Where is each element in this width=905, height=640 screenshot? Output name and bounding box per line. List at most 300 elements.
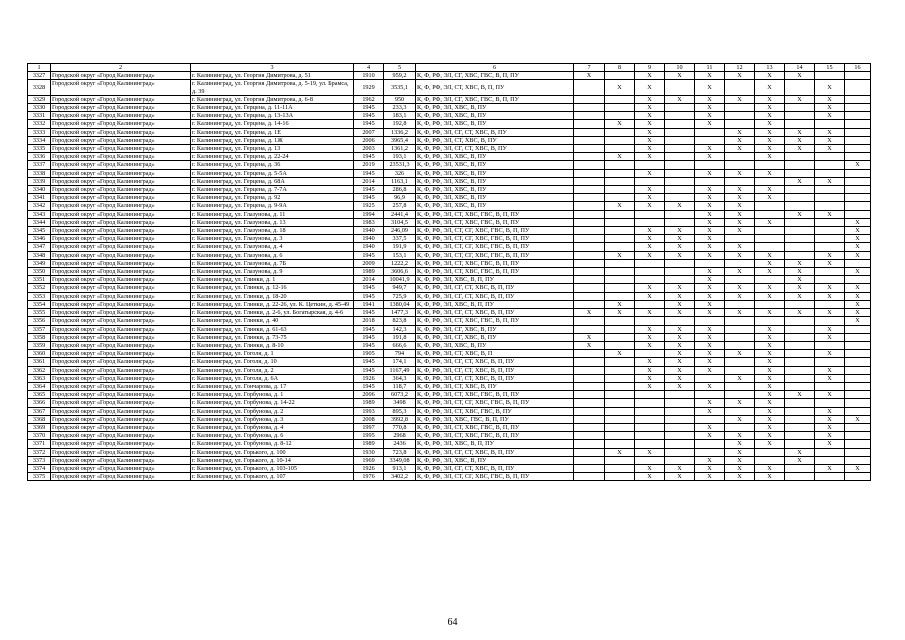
address-cell: г. Калининград, ул. Горбунова, д. 8-12 [191,440,354,448]
row-number-cell: 3366 [28,399,51,407]
year-cell: 1945 [354,284,384,292]
mark-cell: X [725,473,755,481]
municipality-cell: Городской округ «Город Калининград» [51,169,191,177]
mark-cell [845,259,871,267]
mark-cell [815,268,845,276]
mark-cell [785,186,815,194]
mark-cell: X [815,325,845,333]
row-number-cell: 3327 [28,72,51,80]
mark-cell: X [845,235,871,243]
mark-cell [605,268,635,276]
area-cell: 246,09 [384,227,416,235]
page-number: 64 [447,617,458,628]
address-cell: г. Калининград, ул. Герцена, д. 9-9А [191,202,354,210]
area-cell: 326 [384,169,416,177]
area-cell: 1163,1 [384,177,416,185]
mark-cell: X [635,251,665,259]
municipality-cell: Городской округ «Город Калининград» [51,309,191,317]
mark-cell [785,366,815,374]
mark-cell [665,317,695,325]
municipality-cell: Городской округ «Город Калининград» [51,382,191,390]
table-row [28,161,871,169]
mark-cell: X [785,210,815,218]
mark-cell [574,292,605,300]
mark-cell: X [695,464,725,472]
mark-cell [785,333,815,341]
mark-cell: X [725,415,755,423]
municipality-cell: Городской округ «Город Калининград» [51,128,191,136]
mark-cell: X [845,251,871,259]
address-cell: г. Калининград, ул. Глинки, д. 73-75 [191,333,354,341]
mark-cell: X [755,333,785,341]
mark-cell [605,210,635,218]
mark-cell: X [695,120,725,128]
address-cell: г. Калининград, ул. Горбунова, д. 2 [191,407,354,415]
mark-cell: X [695,72,725,80]
mark-cell: X [665,300,695,308]
mark-cell: X [785,456,815,464]
row-number-cell: 3335 [28,145,51,153]
year-cell: 2019 [354,161,384,169]
mark-cell [574,80,605,95]
municipality-cell: Городской округ «Город Калининград» [51,333,191,341]
systems-cell: К, Ф, РФ, ЭЛ, ХВС, ГВС, В, П, ПУ [416,415,574,423]
table-row [28,251,871,259]
table-row [28,374,871,382]
mark-cell: X [725,284,755,292]
mark-cell [785,218,815,226]
mark-cell: X [635,309,665,317]
municipality-cell: Городской округ «Город Калининград» [51,95,191,103]
mark-cell [785,300,815,308]
row-number-cell: 3329 [28,95,51,103]
mark-cell: X [815,432,845,440]
row-number-cell: 3372 [28,448,51,456]
mark-cell: X [725,136,755,144]
systems-cell: К, Ф, РФ, ЭЛ, СГ, СТ, ХВС, В, ПУ [416,145,574,153]
area-cell: 895,3 [384,407,416,415]
mark-cell [605,177,635,185]
mark-cell [785,80,815,95]
address-cell: г. Калининград, ул. Герцена, д. 1Ж [191,136,354,144]
mark-cell: X [635,153,665,161]
mark-cell: X [574,341,605,349]
systems-cell: К, Ф, РФ, ЭЛ, СТ, СГ, ХВС, ГВС, В, П, ПУ [416,243,574,251]
table-row [28,407,871,415]
mark-cell [574,448,605,456]
mark-cell: X [695,218,725,226]
mark-cell [845,194,871,202]
mark-cell: X [755,153,785,161]
address-cell: г. Калининград, ул. Герцена, д. 14-16 [191,120,354,128]
area-cell: 96,9 [384,194,416,202]
column-number-cell: 1 [28,64,51,72]
mark-cell [725,235,755,243]
mark-cell: X [695,186,725,194]
column-number-cell: 5 [384,64,416,72]
row-number-cell: 3357 [28,325,51,333]
mark-cell [845,391,871,399]
area-cell: 1380,04 [384,300,416,308]
municipality-cell: Городской округ «Город Калининград» [51,161,191,169]
table-row [28,177,871,185]
year-cell: 1983 [354,218,384,226]
address-cell: г. Калининград, ул. Горького, д. 100 [191,448,354,456]
mark-cell [635,218,665,226]
mark-cell [635,391,665,399]
mark-cell [785,350,815,358]
mark-cell: X [605,153,635,161]
mark-cell [605,415,635,423]
mark-cell: X [725,202,755,210]
mark-cell: X [725,292,755,300]
mark-cell [574,194,605,202]
mark-cell: X [815,333,845,341]
mark-cell: X [755,325,785,333]
year-cell: 1945 [354,325,384,333]
year-cell: 2003 [354,145,384,153]
mark-cell [605,112,635,120]
mark-cell [785,432,815,440]
column-number-cell: 11 [695,64,725,72]
mark-cell: X [815,145,845,153]
mark-cell: X [785,145,815,153]
municipality-cell: Городской округ «Город Калининград» [51,120,191,128]
mark-cell [725,276,755,284]
mark-cell [665,399,695,407]
address-cell: г. Калининград, ул. Горького, д. 107 [191,473,354,481]
mark-cell: X [815,374,845,382]
mark-cell [725,325,755,333]
mark-cell [605,169,635,177]
row-number-cell: 3341 [28,194,51,202]
address-cell: г. Калининград, ул. Горбунова, д. 4 [191,423,354,431]
table-row [28,235,871,243]
mark-cell [815,120,845,128]
mark-cell: X [845,268,871,276]
column-number-cell: 2 [51,64,191,72]
mark-cell: X [845,309,871,317]
mark-cell [665,145,695,153]
year-cell: 1905 [354,350,384,358]
mark-cell: X [665,227,695,235]
mark-cell [574,136,605,144]
mark-cell [785,399,815,407]
mark-cell [574,177,605,185]
municipality-cell: Городской округ «Город Калининград» [51,276,191,284]
systems-cell: К, Ф, РФ, ЭЛ, СТ, ХВС, ГВС, В, П, ПУ [416,391,574,399]
mark-cell [574,317,605,325]
mark-cell [665,128,695,136]
mark-cell: X [725,227,755,235]
row-number-cell: 3353 [28,292,51,300]
mark-cell: X [665,366,695,374]
mark-cell: X [725,169,755,177]
systems-cell: К, Ф, РФ, ЭЛ, СГ, ХВС, ГВС, В, П, ПУ [416,72,574,80]
mark-cell [574,276,605,284]
mark-cell [665,259,695,267]
year-cell: 2007 [354,128,384,136]
mark-cell [755,202,785,210]
mark-cell [815,473,845,481]
row-number-cell: 3369 [28,423,51,431]
mark-cell: X [755,464,785,472]
mark-cell: X [665,309,695,317]
mark-cell [815,161,845,169]
mark-cell: X [605,80,635,95]
year-cell: 2014 [354,276,384,284]
mark-cell [845,366,871,374]
mark-cell [605,161,635,169]
table-row [28,341,871,349]
mark-cell [785,358,815,366]
mark-cell: X [695,333,725,341]
mark-cell: X [665,333,695,341]
mark-cell [695,374,725,382]
mark-cell [845,358,871,366]
table-row [28,104,871,112]
mark-cell [574,112,605,120]
table-row [28,284,871,292]
table-row [28,136,871,144]
table-row [28,473,871,481]
mark-cell: X [755,440,785,448]
mark-cell [605,423,635,431]
area-cell: 1361,2 [384,145,416,153]
year-cell: 1910 [354,72,384,80]
year-cell: 2009 [354,259,384,267]
systems-cell: К, Ф, РФ, ЭЛ, ХВС, В, ПУ [416,456,574,464]
systems-cell: К, Ф, РФ, ЭЛ, СТ, ХВС, ГВС, В, П, ПУ [416,317,574,325]
mark-cell: X [605,448,635,456]
mark-cell: X [605,202,635,210]
mark-cell: X [725,95,755,103]
mark-cell [635,415,665,423]
year-cell: 1940 [354,227,384,235]
mark-cell: X [815,391,845,399]
systems-cell: К, Ф, РФ, ЭЛ, ХВС, В, П, ПУ [416,300,574,308]
mark-cell: X [635,374,665,382]
row-number-cell: 3365 [28,391,51,399]
area-cell: 3402,2 [384,473,416,481]
mark-cell: X [695,432,725,440]
mark-cell [635,276,665,284]
area-cell: 823,8 [384,317,416,325]
year-cell: 1945 [354,382,384,390]
area-cell: 286,8 [384,186,416,194]
mark-cell [845,374,871,382]
mark-cell [574,473,605,481]
mark-cell [785,169,815,177]
row-number-cell: 3348 [28,251,51,259]
mark-cell: X [695,350,725,358]
municipality-cell: Городской округ «Город Калининград» [51,391,191,399]
mark-cell: X [755,186,785,194]
address-cell: г. Калининград, ул. Герцена, д. 11-11А [191,104,354,112]
mark-cell [665,169,695,177]
mark-cell [845,136,871,144]
mark-cell: X [695,251,725,259]
mark-cell: X [725,218,755,226]
mark-cell: X [665,95,695,103]
row-number-cell: 3375 [28,473,51,481]
mark-cell: X [845,415,871,423]
mark-cell: X [695,382,725,390]
mark-cell [845,350,871,358]
area-cell: 725,9 [384,292,416,300]
mark-cell: X [815,210,845,218]
mark-cell [725,333,755,341]
mark-cell: X [845,227,871,235]
mark-cell: X [695,309,725,317]
mark-cell [635,317,665,325]
address-cell: г. Калининград, ул. Глазунова, д. 9 [191,268,354,276]
municipality-cell: Городской округ «Город Калининград» [51,325,191,333]
mark-cell: X [635,227,665,235]
mark-cell: X [815,177,845,185]
mark-cell [755,235,785,243]
mark-cell: X [815,259,845,267]
mark-cell [785,202,815,210]
mark-cell [845,325,871,333]
mark-cell: X [574,333,605,341]
area-cell: 191,9 [384,243,416,251]
mark-cell [605,464,635,472]
column-number-cell: 10 [665,64,695,72]
mark-cell: X [695,210,725,218]
area-cell: 3992,8 [384,415,416,423]
mark-cell [695,259,725,267]
year-cell: 1930 [354,448,384,456]
mark-cell: X [665,374,695,382]
mark-cell: X [635,366,665,374]
mark-cell: X [695,145,725,153]
address-cell: г. Калининград, ул. Горбунова, д. 6 [191,432,354,440]
mark-cell [725,317,755,325]
mark-cell [574,284,605,292]
mark-cell [605,227,635,235]
row-number-cell: 3374 [28,464,51,472]
row-number-cell: 3362 [28,366,51,374]
mark-cell [695,440,725,448]
municipality-cell: Городской округ «Город Калининград» [51,292,191,300]
mark-cell [574,251,605,259]
mark-cell: X [755,407,785,415]
mark-cell: X [695,194,725,202]
year-cell: 2008 [354,415,384,423]
mark-cell [815,72,845,80]
address-cell: г. Калининград, ул. Герцена, д. 1Е [191,128,354,136]
mark-cell [725,177,755,185]
table-row [28,456,871,464]
row-number-cell: 3361 [28,358,51,366]
mark-cell: X [755,72,785,80]
mark-cell: X [755,194,785,202]
mark-cell [785,235,815,243]
mark-cell: X [695,399,725,407]
mark-cell: X [725,72,755,80]
mark-cell [755,300,785,308]
mark-cell: X [635,145,665,153]
mark-cell: X [725,399,755,407]
mark-cell [815,448,845,456]
mark-cell [574,169,605,177]
address-cell: г. Калининград, ул. Глазунова, д. 18 [191,227,354,235]
mark-cell [785,415,815,423]
systems-cell: К, Ф, РФ, ЭЛ, ХВС, В, ПУ [416,120,574,128]
mark-cell: X [845,300,871,308]
address-cell: г. Калининград, ул. Георгия Димитрова, д. 5-19, ул. Брамса, д. 39 [191,80,354,95]
systems-cell: К, Ф, РФ, ЭЛ, ХВС, В, ПУ [416,153,574,161]
mark-cell [845,153,871,161]
systems-cell: К, Ф, РФ, ЭЛ, СТ, ХВС, ГВС, В, П, ПУ [416,268,574,276]
mark-cell: X [665,464,695,472]
mark-cell [845,95,871,103]
mark-cell [574,218,605,226]
mark-cell: X [755,399,785,407]
mark-cell: X [815,104,845,112]
mark-cell: X [755,128,785,136]
mark-cell: X [725,448,755,456]
row-number-cell: 3339 [28,177,51,185]
mark-cell [605,366,635,374]
year-cell: 1989 [354,268,384,276]
mark-cell: X [755,423,785,431]
mark-cell [725,80,755,95]
mark-cell [574,415,605,423]
address-cell: г. Калининград, ул. Глазунова, д. 6 [191,251,354,259]
mark-cell [725,259,755,267]
year-cell: 1945 [354,112,384,120]
mark-cell: X [695,153,725,161]
mark-cell: X [665,243,695,251]
mark-cell [605,235,635,243]
mark-cell: X [605,309,635,317]
mark-cell [815,276,845,284]
mark-cell [574,456,605,464]
mark-cell [785,243,815,251]
mark-cell [845,177,871,185]
mark-cell: X [815,292,845,300]
register-table [27,63,871,481]
year-cell: 2018 [354,317,384,325]
mark-cell [785,382,815,390]
address-cell: г. Калининград, ул. Герцена, д. 7-7А [191,186,354,194]
year-cell: 2006 [354,136,384,144]
mark-cell [785,227,815,235]
mark-cell: X [845,161,871,169]
mark-cell [635,210,665,218]
mark-cell: X [785,177,815,185]
mark-cell: X [635,243,665,251]
mark-cell [574,145,605,153]
systems-cell: К, Ф, РФ, ЭЛ, ХВС, В, ПУ [416,202,574,210]
mark-cell [605,136,635,144]
mark-cell: X [635,186,665,194]
mark-cell: X [755,391,785,399]
row-number-cell: 3332 [28,120,51,128]
mark-cell: X [785,72,815,80]
row-number-cell: 3342 [28,202,51,210]
mark-cell: X [635,112,665,120]
row-number-cell: 3373 [28,456,51,464]
systems-cell: К, Ф, РФ, ЭЛ, СГ, СТ, ХВС, В, ПУ [416,128,574,136]
mark-cell [845,382,871,390]
year-cell: 1994 [354,210,384,218]
year-cell: 1925 [354,202,384,210]
municipality-cell: Городской округ «Город Калининград» [51,300,191,308]
address-cell: г. Калининград, ул. Герцена, д. 92 [191,194,354,202]
